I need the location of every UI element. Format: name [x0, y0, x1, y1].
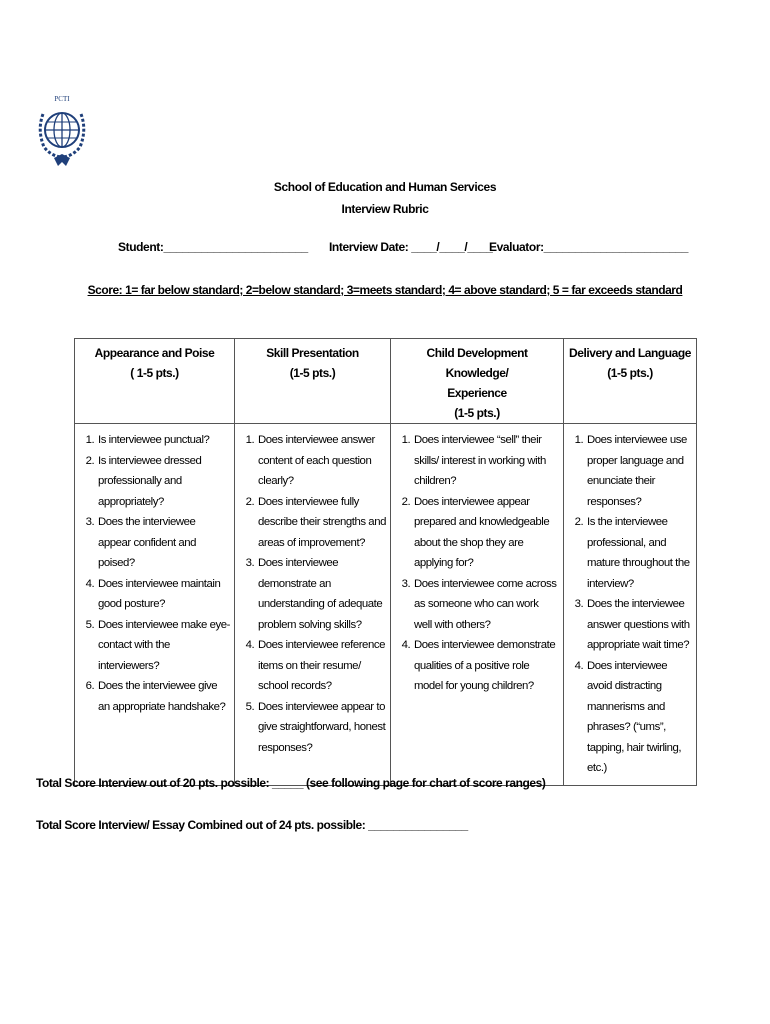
title-block — [0, 180, 770, 216]
column-points: ( 1-5 pts.) — [130, 366, 179, 380]
rubric-header-skill — [235, 339, 391, 424]
criteria-item: 2. Does interviewee fully describe their strengths and areas of improvement? — [257, 492, 386, 554]
rubric-header-appearance — [75, 339, 235, 424]
pcti-logo — [36, 92, 88, 172]
column-points: (1-5 pts.) — [454, 406, 500, 420]
criteria-item: 2. Is interviewee dressed professionally and appropriately? — [97, 451, 230, 513]
rubric-header-row — [75, 339, 697, 424]
criteria-item: 1. Does interviewee “sell” their skills/ interest in working with children? — [413, 430, 559, 492]
criteria-item: 3. Does the interviewee answer questions with appropriate wait time? — [586, 594, 692, 656]
rubric-header-child-development — [391, 339, 564, 424]
student-field[interactable]: Student:_______________________ — [118, 240, 308, 254]
criteria-item: 1. Does interviewee answer content of each question clearly? — [257, 430, 386, 492]
criteria-item: 4. Does interviewee demonstrate qualities of a positive role model for young children? — [413, 635, 559, 697]
criteria-item: 3. Does interviewee demonstrate an understanding of adequate problem solving skills? — [257, 553, 386, 635]
criteria-list — [237, 430, 386, 758]
criteria-cell-appearance — [75, 424, 235, 786]
criteria-item: 1. Is interviewee punctual? — [97, 430, 230, 451]
criteria-list — [393, 430, 559, 697]
column-points: (1-5 pts.) — [289, 366, 336, 380]
criteria-item: 6. Does the interviewee give an appropriate handshake? — [97, 676, 230, 717]
document-title: Interview Rubric — [341, 202, 429, 216]
column-points: (1-5 pts.) — [607, 366, 653, 380]
column-heading: Delivery and Language — [569, 346, 691, 360]
column-heading: Appearance and Poise — [94, 346, 215, 360]
column-heading: Child Development Knowledge/ — [426, 346, 528, 380]
rubric-table — [74, 338, 697, 786]
criteria-cell-skill — [235, 424, 391, 786]
criteria-item: 4. Does interviewee reference items on their resume/ school records? — [257, 635, 386, 697]
criteria-item: 3. Does the interviewee appear confident and poised? — [97, 512, 230, 574]
criteria-item: 2. Does interviewee appear prepared and knowledgeable about the shop they are applying for? — [413, 492, 559, 574]
school-name: School of Education and Human Services — [273, 180, 497, 194]
score-key: Score: 1= far below standard; 2=below standard; 3=meets standard; 4= above standard; 5 = far exceeds standard — [87, 283, 683, 297]
criteria-cell-child-development — [391, 424, 564, 786]
criteria-cell-delivery — [564, 424, 697, 786]
evaluator-field[interactable]: Evaluator:_______________________ — [489, 240, 688, 254]
rubric-header-delivery — [564, 339, 697, 424]
criteria-item: 5. Does interviewee make eye-contact with the interviewers? — [97, 615, 230, 677]
total-score-interview[interactable]: Total Score Interview out of 20 pts. possible: _____ (see following page for chart of score ranges) — [36, 776, 546, 790]
criteria-item: 3. Does interviewee come across as someone who can work well with others? — [413, 574, 559, 636]
criteria-item: 2. Is the interviewee professional, and mature throughout the interview? — [586, 512, 692, 594]
criteria-item: 1. Does interviewee use proper language and enunciate their responses? — [586, 430, 692, 512]
criteria-item: 4. Does interviewee maintain good posture? — [97, 574, 230, 615]
criteria-item: 5. Does interviewee appear to give straightforward, honest responses? — [257, 697, 386, 759]
total-score-combined[interactable]: Total Score Interview/ Essay Combined out of 24 pts. possible: ________________ — [36, 818, 468, 832]
globe-laurel-icon — [36, 92, 88, 172]
rubric-criteria-row — [75, 424, 697, 786]
logo-text: PCTI — [54, 95, 70, 103]
interview-date-field[interactable]: Interview Date: ____/____/____ — [329, 240, 493, 254]
column-heading-line2: Experience — [447, 386, 507, 400]
criteria-list — [566, 430, 692, 779]
criteria-item: 4. Does interviewee avoid distracting mannerisms and phrases? (“ums”, tapping, hair twirling, etc.) — [586, 656, 692, 779]
column-heading: Skill Presentation — [266, 346, 359, 360]
criteria-list — [77, 430, 230, 717]
